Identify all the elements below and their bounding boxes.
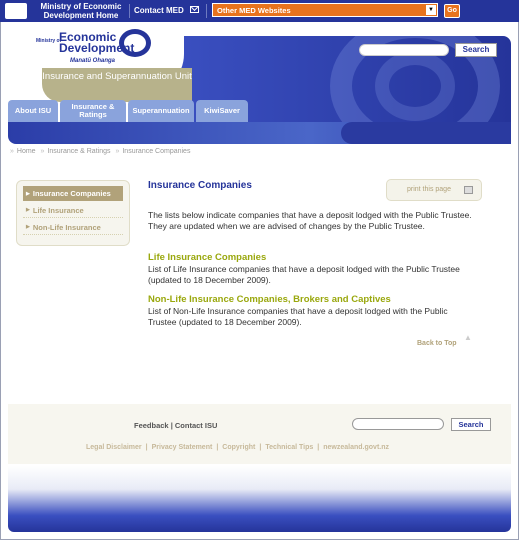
tab-superannuation[interactable]: Superannuation	[128, 100, 194, 122]
divider: |	[145, 444, 148, 451]
page-title: Insurance Companies	[148, 180, 252, 191]
sidebar-item-label: Life Insurance	[32, 205, 84, 215]
footer-search-input[interactable]	[352, 418, 444, 430]
copyright-link[interactable]: Copyright	[222, 444, 256, 451]
chevron-right-icon: »	[10, 148, 14, 155]
top-bar	[0, 0, 519, 22]
contact-med-link[interactable]: Contact MED	[134, 6, 184, 15]
triangle-right-icon: ▶	[26, 224, 30, 230]
tab-kiwisaver[interactable]: KiwiSaver	[196, 100, 248, 122]
triangle-right-icon: ▶	[26, 207, 30, 213]
intro-text: The lists below indicate companies that have a deposit lodged with the Public Trustee. They are updated when we are advised of changes by the Public Trustee.	[148, 210, 472, 231]
logo-maori-text: Manatū Ohanga	[70, 58, 116, 64]
tab-insurance-ratings[interactable]: Insurance & Ratings	[60, 100, 126, 122]
search-input[interactable]	[359, 44, 449, 56]
divider: |	[259, 444, 262, 451]
chevron-right-icon: »	[40, 148, 45, 155]
go-button[interactable]: Go	[444, 4, 460, 18]
non-life-insurance-desc: List of Non-Life Insurance companies that have a deposit lodged with the Public Trustee (updated to 18 December 2009).	[148, 306, 448, 327]
life-insurance-link[interactable]: Life Insurance Companies	[148, 252, 267, 263]
newzealand-govt-link[interactable]: newzealand.govt.nz	[323, 444, 389, 451]
printer-icon	[464, 186, 473, 194]
logo-main-text: Economic Development	[59, 30, 135, 55]
band-decoration	[341, 122, 511, 144]
divider: |	[170, 421, 175, 430]
contact-isu-link[interactable]: Contact ISU	[174, 421, 218, 430]
main-nav	[8, 100, 511, 122]
triangle-right-icon: ▶	[26, 190, 30, 197]
unit-title: Insurance and Superannuation Unit	[42, 68, 192, 102]
divider: |	[216, 444, 219, 451]
med-logo-icon[interactable]	[5, 3, 27, 19]
breadcrumb	[10, 148, 193, 155]
med-home-link[interactable]: Ministry of Economic Development Home	[40, 2, 122, 20]
divider: |	[317, 444, 320, 451]
legal-disclaimer-link[interactable]: Legal Disclaimer	[86, 444, 142, 451]
footer-links	[134, 421, 217, 430]
non-life-insurance-link[interactable]: Non-Life Insurance Companies, Brokers and Captives	[148, 294, 391, 305]
breadcrumb-current: Insurance Companies	[122, 148, 191, 155]
divider	[206, 4, 207, 18]
tab-about-isu[interactable]: About ISU	[8, 100, 58, 122]
sidebar	[16, 180, 130, 246]
feedback-link[interactable]: Feedback	[134, 421, 169, 430]
back-to-top-link[interactable]	[417, 333, 472, 347]
logo-small-text: Ministry of	[36, 38, 62, 44]
sidebar-item-non-life-insurance[interactable]	[23, 220, 123, 235]
print-label: print this page	[407, 186, 451, 193]
koru-logo-icon	[119, 29, 151, 57]
nav-band	[8, 122, 511, 144]
bottom-band	[8, 466, 511, 532]
chevron-right-icon: »	[115, 148, 120, 155]
breadcrumb-home[interactable]: Home	[16, 148, 36, 155]
print-page-button[interactable]	[386, 179, 482, 201]
breadcrumb-insurance-ratings[interactable]: Insurance & Ratings	[47, 148, 111, 155]
divider	[129, 4, 130, 18]
privacy-statement-link[interactable]: Privacy Statement	[151, 444, 213, 451]
technical-tips-link[interactable]: Technical Tips	[265, 444, 314, 451]
sidebar-item-label: Non-Life Insurance	[32, 222, 101, 232]
sidebar-item-label: Insurance Companies	[32, 189, 111, 198]
chevron-down-icon[interactable]: ▼	[426, 5, 436, 15]
back-to-top-label: Back to Top	[417, 340, 457, 347]
sidebar-item-life-insurance[interactable]	[23, 203, 123, 218]
other-websites-select[interactable]	[212, 3, 438, 17]
legal-links	[86, 444, 389, 451]
mail-icon[interactable]	[190, 6, 199, 13]
arrow-up-icon: ▲	[464, 333, 472, 342]
search-button[interactable]: Search	[455, 43, 497, 57]
sidebar-item-insurance-companies[interactable]	[23, 186, 123, 201]
select-value: Other MED Websites	[217, 6, 291, 15]
life-insurance-desc: List of Life Insurance companies that have a deposit lodged with the Public Trustee (updated to 18 December 2009).	[148, 264, 460, 285]
footer	[8, 404, 511, 464]
footer-search-button[interactable]: Search	[451, 418, 491, 431]
